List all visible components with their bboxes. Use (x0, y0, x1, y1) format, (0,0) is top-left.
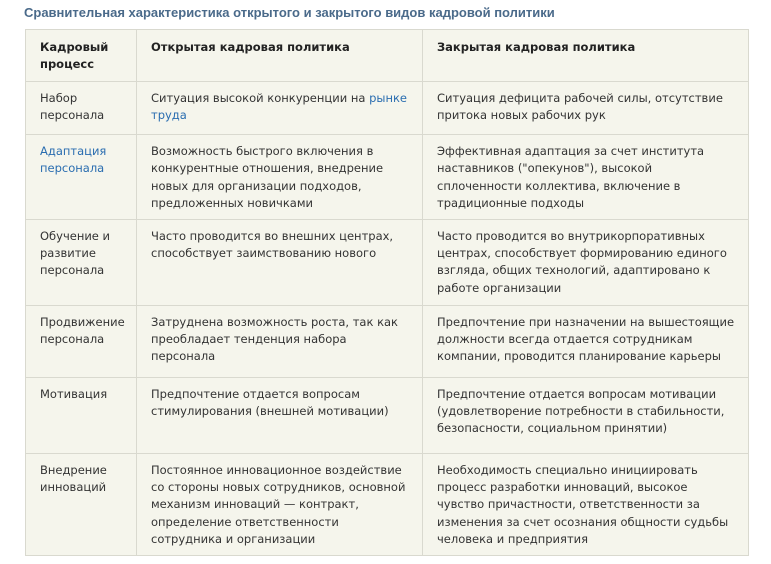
table-row (26, 135, 749, 220)
adaptation-link[interactable]: Адаптация персонала (26, 135, 137, 220)
header-open-policy: Открытая кадровая политика (137, 30, 423, 82)
table-header-row (26, 30, 749, 82)
cell-closed: Ситуация дефицита рабочей силы, отсутствие притока новых рабочих рук (423, 82, 749, 135)
cell-open: Предпочтение отдается вопросам стимулирования (внешней мотивации) (137, 377, 423, 453)
table-row (26, 453, 749, 555)
table-row (26, 305, 749, 377)
cell-closed: Часто проводится во внутрикорпоративных центрах, способствует формированию единого взгляда, общих технологий, адаптировано к работе организации (423, 219, 749, 305)
cell-closed: Предпочтение при назначении на вышестоящие должности всегда отдается сотрудникам компании, проводится планирование карьеры (423, 305, 749, 377)
cell-process: Продвижение персонала (26, 305, 137, 377)
cell-process: Набор персонала (26, 82, 137, 135)
cell-process: Обучение и развитие персонала (26, 219, 137, 305)
cell-open: Затруднена возможность роста, так как преобладает тенденция набора персонала (137, 305, 423, 377)
cell-open: Постоянное инновационное воздействие со стороны новых сотрудников, основной механизм инноваций — контракт, определение ответственности сотрудника и организации (137, 453, 423, 555)
labor-market-link[interactable]: рынке труда (151, 91, 407, 123)
comparison-table (25, 29, 749, 556)
header-closed-policy: Закрытая кадровая политика (423, 30, 749, 82)
table-row (26, 82, 749, 135)
table-row (26, 219, 749, 305)
cell-closed: Предпочтение отдается вопросам мотивации (удовлетворение потребности в стабильности, безопасности, социальном принятии) (423, 377, 749, 453)
cell-open: Возможность быстрого включения в конкурентные отношения, внедрение новых для организации подходов, предложенных новичками (137, 135, 423, 220)
header-process: Кадровый процесс (26, 30, 137, 82)
cell-closed: Эффективная адаптация за счет института наставников ("опекунов"), высокой сплоченности коллектива, включение в традиционные подходы (423, 135, 749, 220)
cell-closed: Необходимость специально инициировать процесс разработки инноваций, высокое чувство причастности, ответственности за изменения за счет осознания общности судьбы человека и предприятия (423, 453, 749, 555)
cell-open: Часто проводится во внешних центрах, способствует заимствованию нового (137, 219, 423, 305)
cell-process: Внедрение инноваций (26, 453, 137, 555)
cell-open (137, 82, 423, 135)
table-row (26, 377, 749, 453)
page-title: Сравнительная характеристика открытого и закрытого видов кадровой политики (24, 5, 555, 20)
cell-process: Мотивация (26, 377, 137, 453)
cell-open-text: Ситуация высокой конкуренции на (151, 91, 370, 105)
